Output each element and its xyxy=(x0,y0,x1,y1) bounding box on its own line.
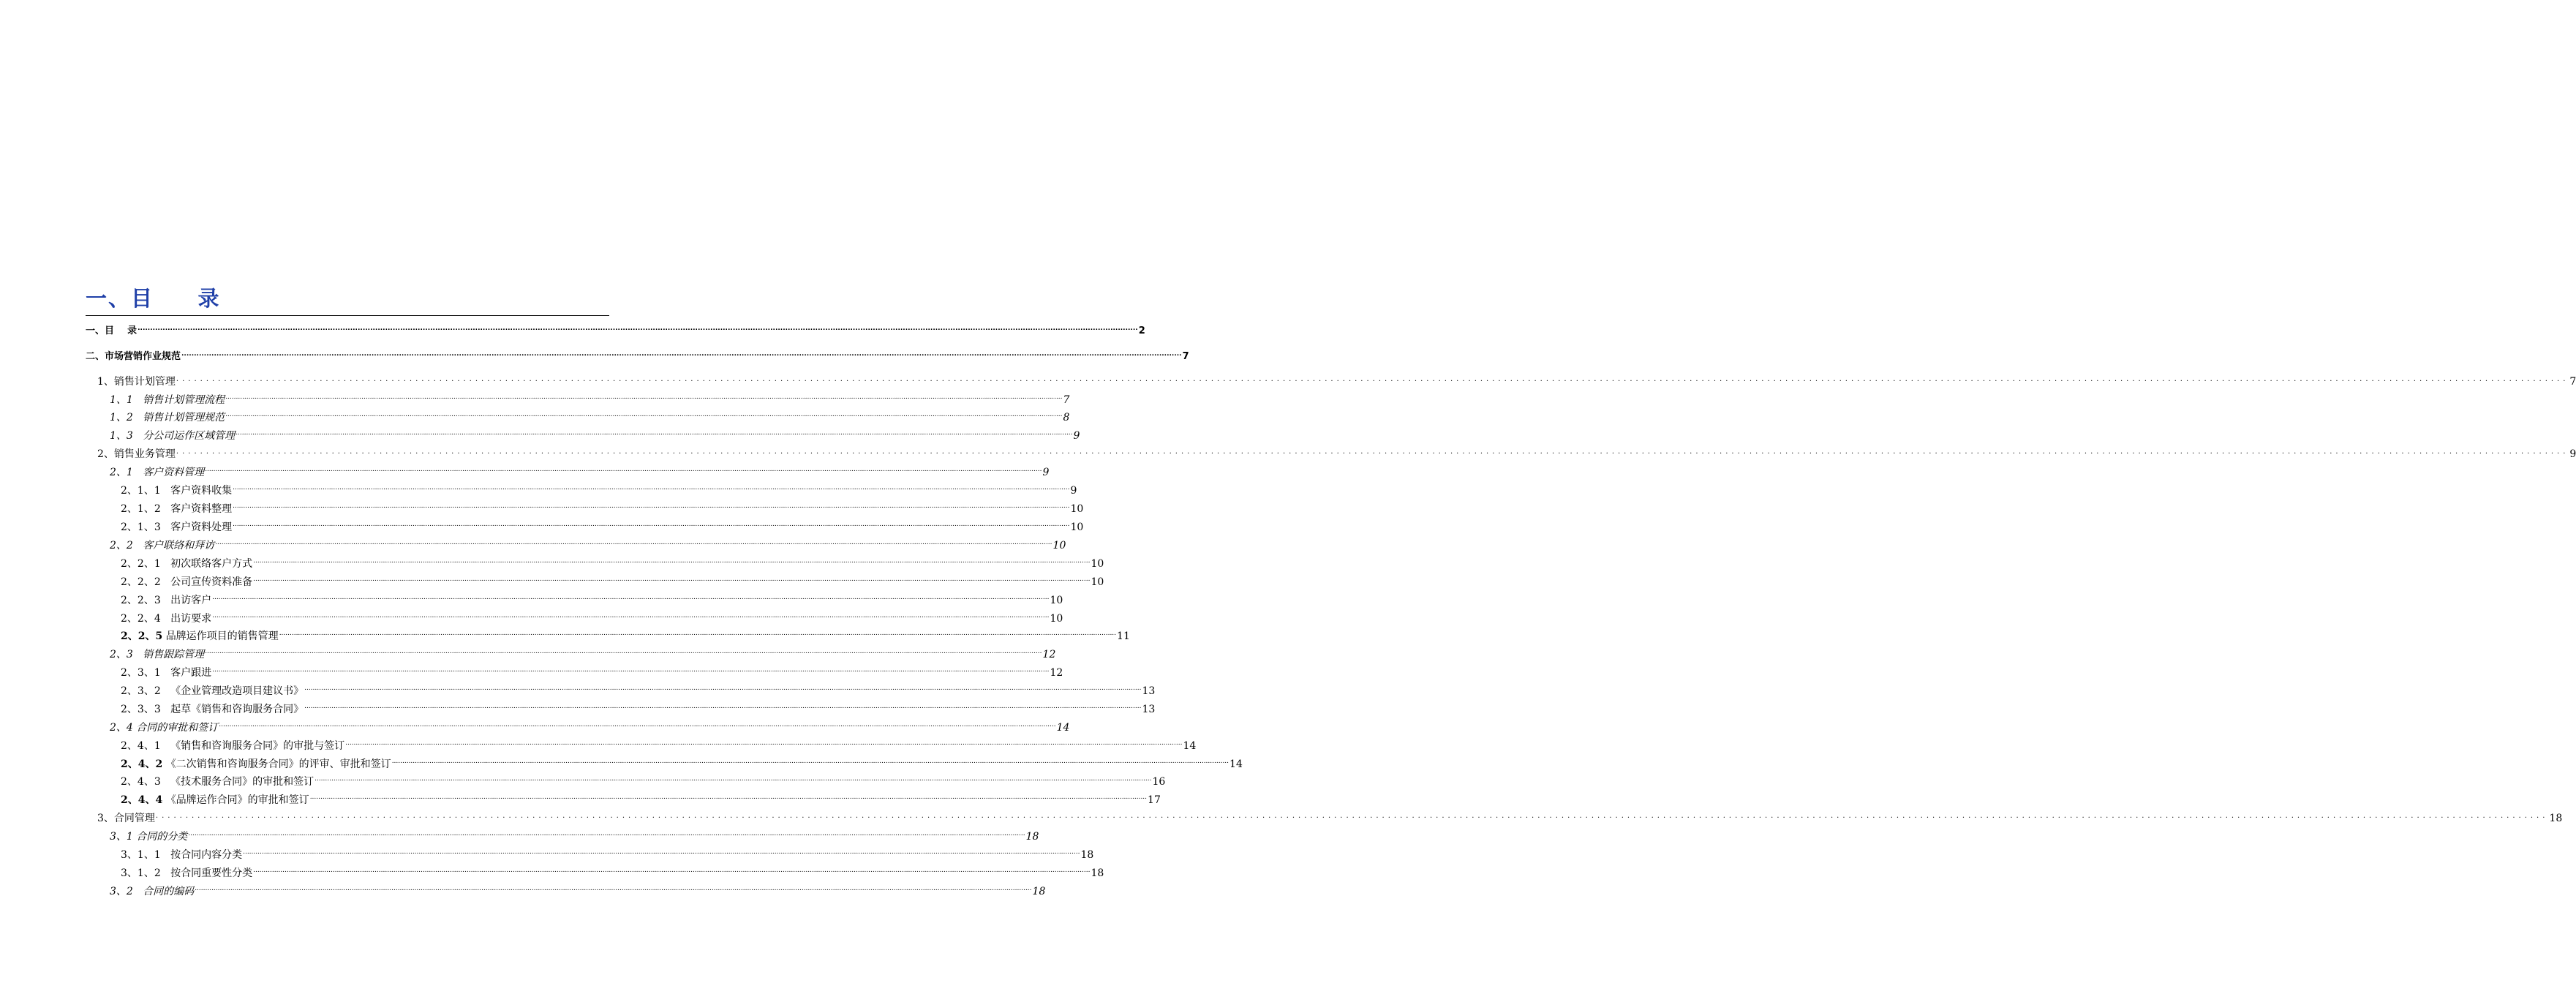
toc-entry-number: 2、销售业务管理 xyxy=(97,448,176,460)
heading-rule xyxy=(86,315,609,316)
toc-entry-gap xyxy=(161,866,170,881)
toc-dot-leader: ................................................................................................................................................................................................................................................................................................................................................................................................................ xyxy=(212,612,1050,619)
toc-entry[interactable] xyxy=(121,666,1063,680)
toc-entry-title: 《品牌运作合同》的审批和签订 xyxy=(165,794,309,806)
toc-dot-leader: ................................................................................................................................................................................................................................................................................................................................................................................................................ xyxy=(176,375,2569,383)
toc-entry-title: 合同的分类 xyxy=(136,831,188,843)
toc-entry[interactable] xyxy=(121,575,1104,590)
toc-page-number: 9 xyxy=(1070,485,1077,497)
toc-entry[interactable] xyxy=(121,483,1077,498)
toc-dot-leader: ................................................................................................................................................................................................................................................................................................................................................................................................................ xyxy=(155,812,2549,820)
toc-entry-gap xyxy=(133,465,143,480)
toc-entry-number: 一、目 录 xyxy=(86,325,138,336)
toc-entry-title: 客户联络和拜访 xyxy=(143,540,215,551)
toc-entry-number: 3、1 xyxy=(110,831,133,843)
toc-entry-number: 2、4 xyxy=(110,722,133,734)
toc-entry-number: 2、1 xyxy=(110,467,133,478)
toc-entry-title: 《技术服务合同》的审批和签订 xyxy=(170,776,315,788)
toc-entry-title: 合同的审批和签订 xyxy=(136,722,219,734)
toc-dot-leader: ................................................................................................................................................................................................................................................................................................................................................................................................................ xyxy=(309,794,1148,801)
toc-page-number: 2 xyxy=(1138,325,1145,336)
toc-entry[interactable] xyxy=(121,866,1104,881)
toc-entry-title: 起草《销售和咨询服务合同》 xyxy=(170,704,304,715)
toc-page-number: 13 xyxy=(1142,685,1156,697)
toc-entry[interactable] xyxy=(110,465,1050,480)
toc-entry-title: 品牌运作项目的销售管理 xyxy=(165,630,279,642)
toc-page-number: 10 xyxy=(1050,613,1063,625)
toc-entry-gap xyxy=(161,520,170,535)
toc-page-number: 10 xyxy=(1091,558,1104,570)
toc-entry-number: 二、市场营销作业规范 xyxy=(86,351,181,362)
toc-entry-gap xyxy=(133,647,143,662)
toc-entry-number: 1、销售计划管理 xyxy=(97,376,176,388)
toc-dot-leader: ................................................................................................................................................................................................................................................................................................................................................................................................................ xyxy=(253,557,1091,565)
toc-entry[interactable] xyxy=(110,647,1056,662)
toc-entry[interactable] xyxy=(110,429,1080,443)
toc-page-number: 7 xyxy=(1063,394,1070,406)
toc-entry-number: 2、4、2 xyxy=(121,758,163,770)
toc-dot-leader: ................................................................................................................................................................................................................................................................................................................................................................................................................ xyxy=(225,393,1063,401)
toc-entry-gap xyxy=(133,429,143,443)
toc-dot-leader: ................................................................................................................................................................................................................................................................................................................................................................................................................ xyxy=(233,521,1070,528)
toc-entry-gap xyxy=(161,775,170,789)
toc-entry-gap xyxy=(161,848,170,862)
toc-page-number: 10 xyxy=(1070,521,1084,533)
toc-entry-gap xyxy=(133,410,143,425)
toc-entry-gap xyxy=(161,739,170,753)
toc-entry-number: 3、合同管理 xyxy=(97,813,155,824)
toc-entry[interactable] xyxy=(110,538,1066,553)
toc-entry-title: 初次联络客户方式 xyxy=(170,558,253,570)
toc-page-number: 12 xyxy=(1050,667,1063,679)
toc-entry[interactable] xyxy=(110,393,1070,407)
toc-entry-gap xyxy=(161,666,170,680)
toc-entry-number: 2、3、1 xyxy=(121,667,161,679)
toc-entry-title: 客户资料收集 xyxy=(170,485,233,497)
toc-entry-title: 《企业管理改造项目建议书》 xyxy=(170,685,304,697)
toc-page-number: 16 xyxy=(1152,776,1166,788)
toc-entry-title: 销售计划管理规范 xyxy=(143,412,225,423)
toc-entry[interactable] xyxy=(121,757,1243,772)
toc-entry-title: 按合同重要性分类 xyxy=(170,867,253,879)
toc-entry[interactable] xyxy=(121,739,1197,753)
toc-entry[interactable] xyxy=(121,793,1161,807)
toc-entry-gap xyxy=(133,393,143,407)
toc-entry[interactable] xyxy=(121,684,1156,698)
toc-dot-leader: ................................................................................................................................................................................................................................................................................................................................................................................................................ xyxy=(215,539,1052,546)
toc-entry[interactable] xyxy=(86,350,1189,364)
toc-dot-leader: ................................................................................................................................................................................................................................................................................................................................................................................................................ xyxy=(212,594,1050,601)
toc-entry[interactable] xyxy=(110,884,1046,899)
toc-dot-leader: ................................................................................................................................................................................................................................................................................................................................................................................................................ xyxy=(304,703,1142,710)
toc-entry[interactable] xyxy=(121,557,1104,571)
toc-dot-leader: ................................................................................................................................................................................................................................................................................................................................................................................................................ xyxy=(181,350,1182,358)
toc-entry-gap xyxy=(133,884,143,899)
toc-entry[interactable] xyxy=(121,629,1130,644)
toc-page-number: 9 xyxy=(2569,448,2576,460)
toc-dot-leader: ................................................................................................................................................................................................................................................................................................................................................................................................................ xyxy=(219,721,1056,728)
toc-entry-number: 2、3、2 xyxy=(121,685,161,697)
toc-entry-number: 2、4、4 xyxy=(121,794,163,806)
toc-page-number: 7 xyxy=(2569,376,2576,388)
toc-entry-number: 1、1 xyxy=(110,394,133,406)
toc-dot-leader: ................................................................................................................................................................................................................................................................................................................................................................................................................ xyxy=(138,325,1138,332)
toc-entry[interactable] xyxy=(110,410,1070,425)
toc-entry-gap xyxy=(161,593,170,608)
toc-page-number: 18 xyxy=(1032,886,1046,897)
toc-dot-leader: ................................................................................................................................................................................................................................................................................................................................................................................................................ xyxy=(243,848,1080,856)
toc-entry-gap xyxy=(161,702,170,717)
toc-entry-gap xyxy=(161,483,170,498)
toc-dot-leader: ................................................................................................................................................................................................................................................................................................................................................................................................................ xyxy=(315,775,1152,783)
toc-dot-leader: ................................................................................................................................................................................................................................................................................................................................................................................................................ xyxy=(233,502,1070,510)
toc-entry-gap xyxy=(161,557,170,571)
toc-dot-leader: ................................................................................................................................................................................................................................................................................................................................................................................................................ xyxy=(304,685,1142,692)
toc-entry-number: 2、2 xyxy=(110,540,133,551)
toc-entry-number: 3、1、1 xyxy=(121,849,161,861)
toc-entry-number: 2、2、5 xyxy=(121,630,163,642)
toc-entry-number: 2、1、2 xyxy=(121,503,161,515)
toc-page-number: 13 xyxy=(1142,704,1156,715)
toc-page-number: 11 xyxy=(1117,630,1130,642)
toc-page-number: 14 xyxy=(1056,722,1070,734)
toc-entry-title: 客户跟进 xyxy=(170,667,212,679)
toc-page-number: 9 xyxy=(1073,430,1080,442)
toc-entry-title: 出访客户 xyxy=(170,595,212,606)
toc-entry-title: 销售计划管理流程 xyxy=(143,394,225,406)
toc-entry-number: 2、4、1 xyxy=(121,740,161,752)
toc-page-number: 12 xyxy=(1042,649,1056,660)
toc-entry[interactable] xyxy=(121,775,1166,789)
toc-heading: 一、目 录 xyxy=(86,286,221,311)
toc-entry[interactable] xyxy=(121,702,1156,717)
toc-entry-number: 1、2 xyxy=(110,412,133,423)
toc-entry-title: 分公司运作区域管理 xyxy=(143,430,236,442)
toc-entry-title: 销售跟踪管理 xyxy=(143,649,205,660)
toc-dot-leader: ................................................................................................................................................................................................................................................................................................................................................................................................................ xyxy=(212,666,1050,674)
toc-entry-number: 2、2、1 xyxy=(121,558,161,570)
toc-dot-leader: ................................................................................................................................................................................................................................................................................................................................................................................................................ xyxy=(233,484,1070,492)
toc-entry-number: 2、4、3 xyxy=(121,776,161,788)
toc-entry-gap xyxy=(161,611,170,626)
toc-entry-title: 客户资料整理 xyxy=(170,503,233,515)
toc-page-number: 9 xyxy=(1042,467,1050,478)
toc-page-number: 14 xyxy=(1183,740,1197,752)
toc-entry-number: 1、3 xyxy=(110,430,133,442)
toc-dot-leader: ................................................................................................................................................................................................................................................................................................................................................................................................................ xyxy=(205,648,1042,655)
toc-dot-leader: ................................................................................................................................................................................................................................................................................................................................................................................................................ xyxy=(253,867,1091,874)
toc-entry-number: 2、2、3 xyxy=(121,595,161,606)
toc-page-number: 18 xyxy=(1025,831,1039,843)
toc-dot-leader: ................................................................................................................................................................................................................................................................................................................................................................................................................ xyxy=(188,830,1025,837)
toc-entry[interactable] xyxy=(97,447,2576,462)
toc-page-number: 17 xyxy=(1148,794,1161,806)
toc-page-number: 18 xyxy=(2549,813,2563,824)
toc-dot-leader: ................................................................................................................................................................................................................................................................................................................................................................................................................ xyxy=(205,466,1042,473)
toc-page-number: 10 xyxy=(1050,595,1063,606)
toc-entry-gap xyxy=(133,538,143,553)
toc-entry-gap xyxy=(161,502,170,516)
toc-entry-number: 2、3、3 xyxy=(121,704,161,715)
toc-entry[interactable] xyxy=(121,502,1084,516)
toc-entry[interactable] xyxy=(121,611,1063,626)
toc-dot-leader: ................................................................................................................................................................................................................................................................................................................................................................................................................ xyxy=(391,758,1229,765)
toc-page-number: 14 xyxy=(1229,758,1243,770)
toc-page-number: 18 xyxy=(1080,849,1094,861)
toc-dot-leader: ................................................................................................................................................................................................................................................................................................................................................................................................................ xyxy=(236,429,1073,437)
toc-entry[interactable] xyxy=(110,720,1070,735)
toc-entry-title: 出访要求 xyxy=(170,613,212,625)
toc-entry[interactable] xyxy=(121,520,1084,535)
toc-entry-gap xyxy=(161,684,170,698)
toc-entry-number: 2、2、2 xyxy=(121,576,161,588)
toc-entry-number: 2、1、3 xyxy=(121,521,161,533)
toc-entry[interactable] xyxy=(110,829,1039,844)
toc-dot-leader: ................................................................................................................................................................................................................................................................................................................................................................................................................ xyxy=(176,448,2569,456)
toc-dot-leader: ................................................................................................................................................................................................................................................................................................................................................................................................................ xyxy=(195,885,1032,892)
toc-entry-title: 合同的编码 xyxy=(143,886,195,897)
toc-page-number: 8 xyxy=(1063,412,1070,423)
toc-entry-title: 按合同内容分类 xyxy=(170,849,243,861)
toc-entry-number: 3、2 xyxy=(110,886,133,897)
toc-dot-leader: ................................................................................................................................................................................................................................................................................................................................................................................................................ xyxy=(345,739,1183,747)
toc-entry-gap xyxy=(161,575,170,590)
toc-entry-number: 3、1、2 xyxy=(121,867,161,879)
toc-entry[interactable] xyxy=(121,593,1063,608)
toc-entry[interactable] xyxy=(86,324,1145,339)
toc-entry[interactable] xyxy=(97,811,2563,826)
toc-page-number: 10 xyxy=(1052,540,1066,551)
toc-page-number: 10 xyxy=(1091,576,1104,588)
toc-entry-title: 公司宣传资料准备 xyxy=(170,576,253,588)
toc-dot-leader: ................................................................................................................................................................................................................................................................................................................................................................................................................ xyxy=(253,576,1091,583)
toc-entry-title: 《二次销售和咨询服务合同》的评审、审批和签订 xyxy=(165,758,391,770)
toc-entry-title: 《销售和咨询服务合同》的审批与签订 xyxy=(170,740,345,752)
toc-entry-number: 2、2、4 xyxy=(121,613,161,625)
toc-page-number: 18 xyxy=(1091,867,1104,879)
toc-entry-title: 客户资料管理 xyxy=(143,467,205,478)
toc-page-number: 7 xyxy=(1182,351,1189,362)
toc-entry-number: 2、1、1 xyxy=(121,485,161,497)
toc-entry[interactable] xyxy=(121,848,1094,862)
toc-entry[interactable] xyxy=(97,374,2576,389)
toc-entry-number: 2、3 xyxy=(110,649,133,660)
toc-entry-title: 客户资料处理 xyxy=(170,521,233,533)
toc-page-number: 10 xyxy=(1070,503,1084,515)
toc-dot-leader: ................................................................................................................................................................................................................................................................................................................................................................................................................ xyxy=(225,411,1063,418)
toc-dot-leader: ................................................................................................................................................................................................................................................................................................................................................................................................................ xyxy=(279,630,1117,637)
